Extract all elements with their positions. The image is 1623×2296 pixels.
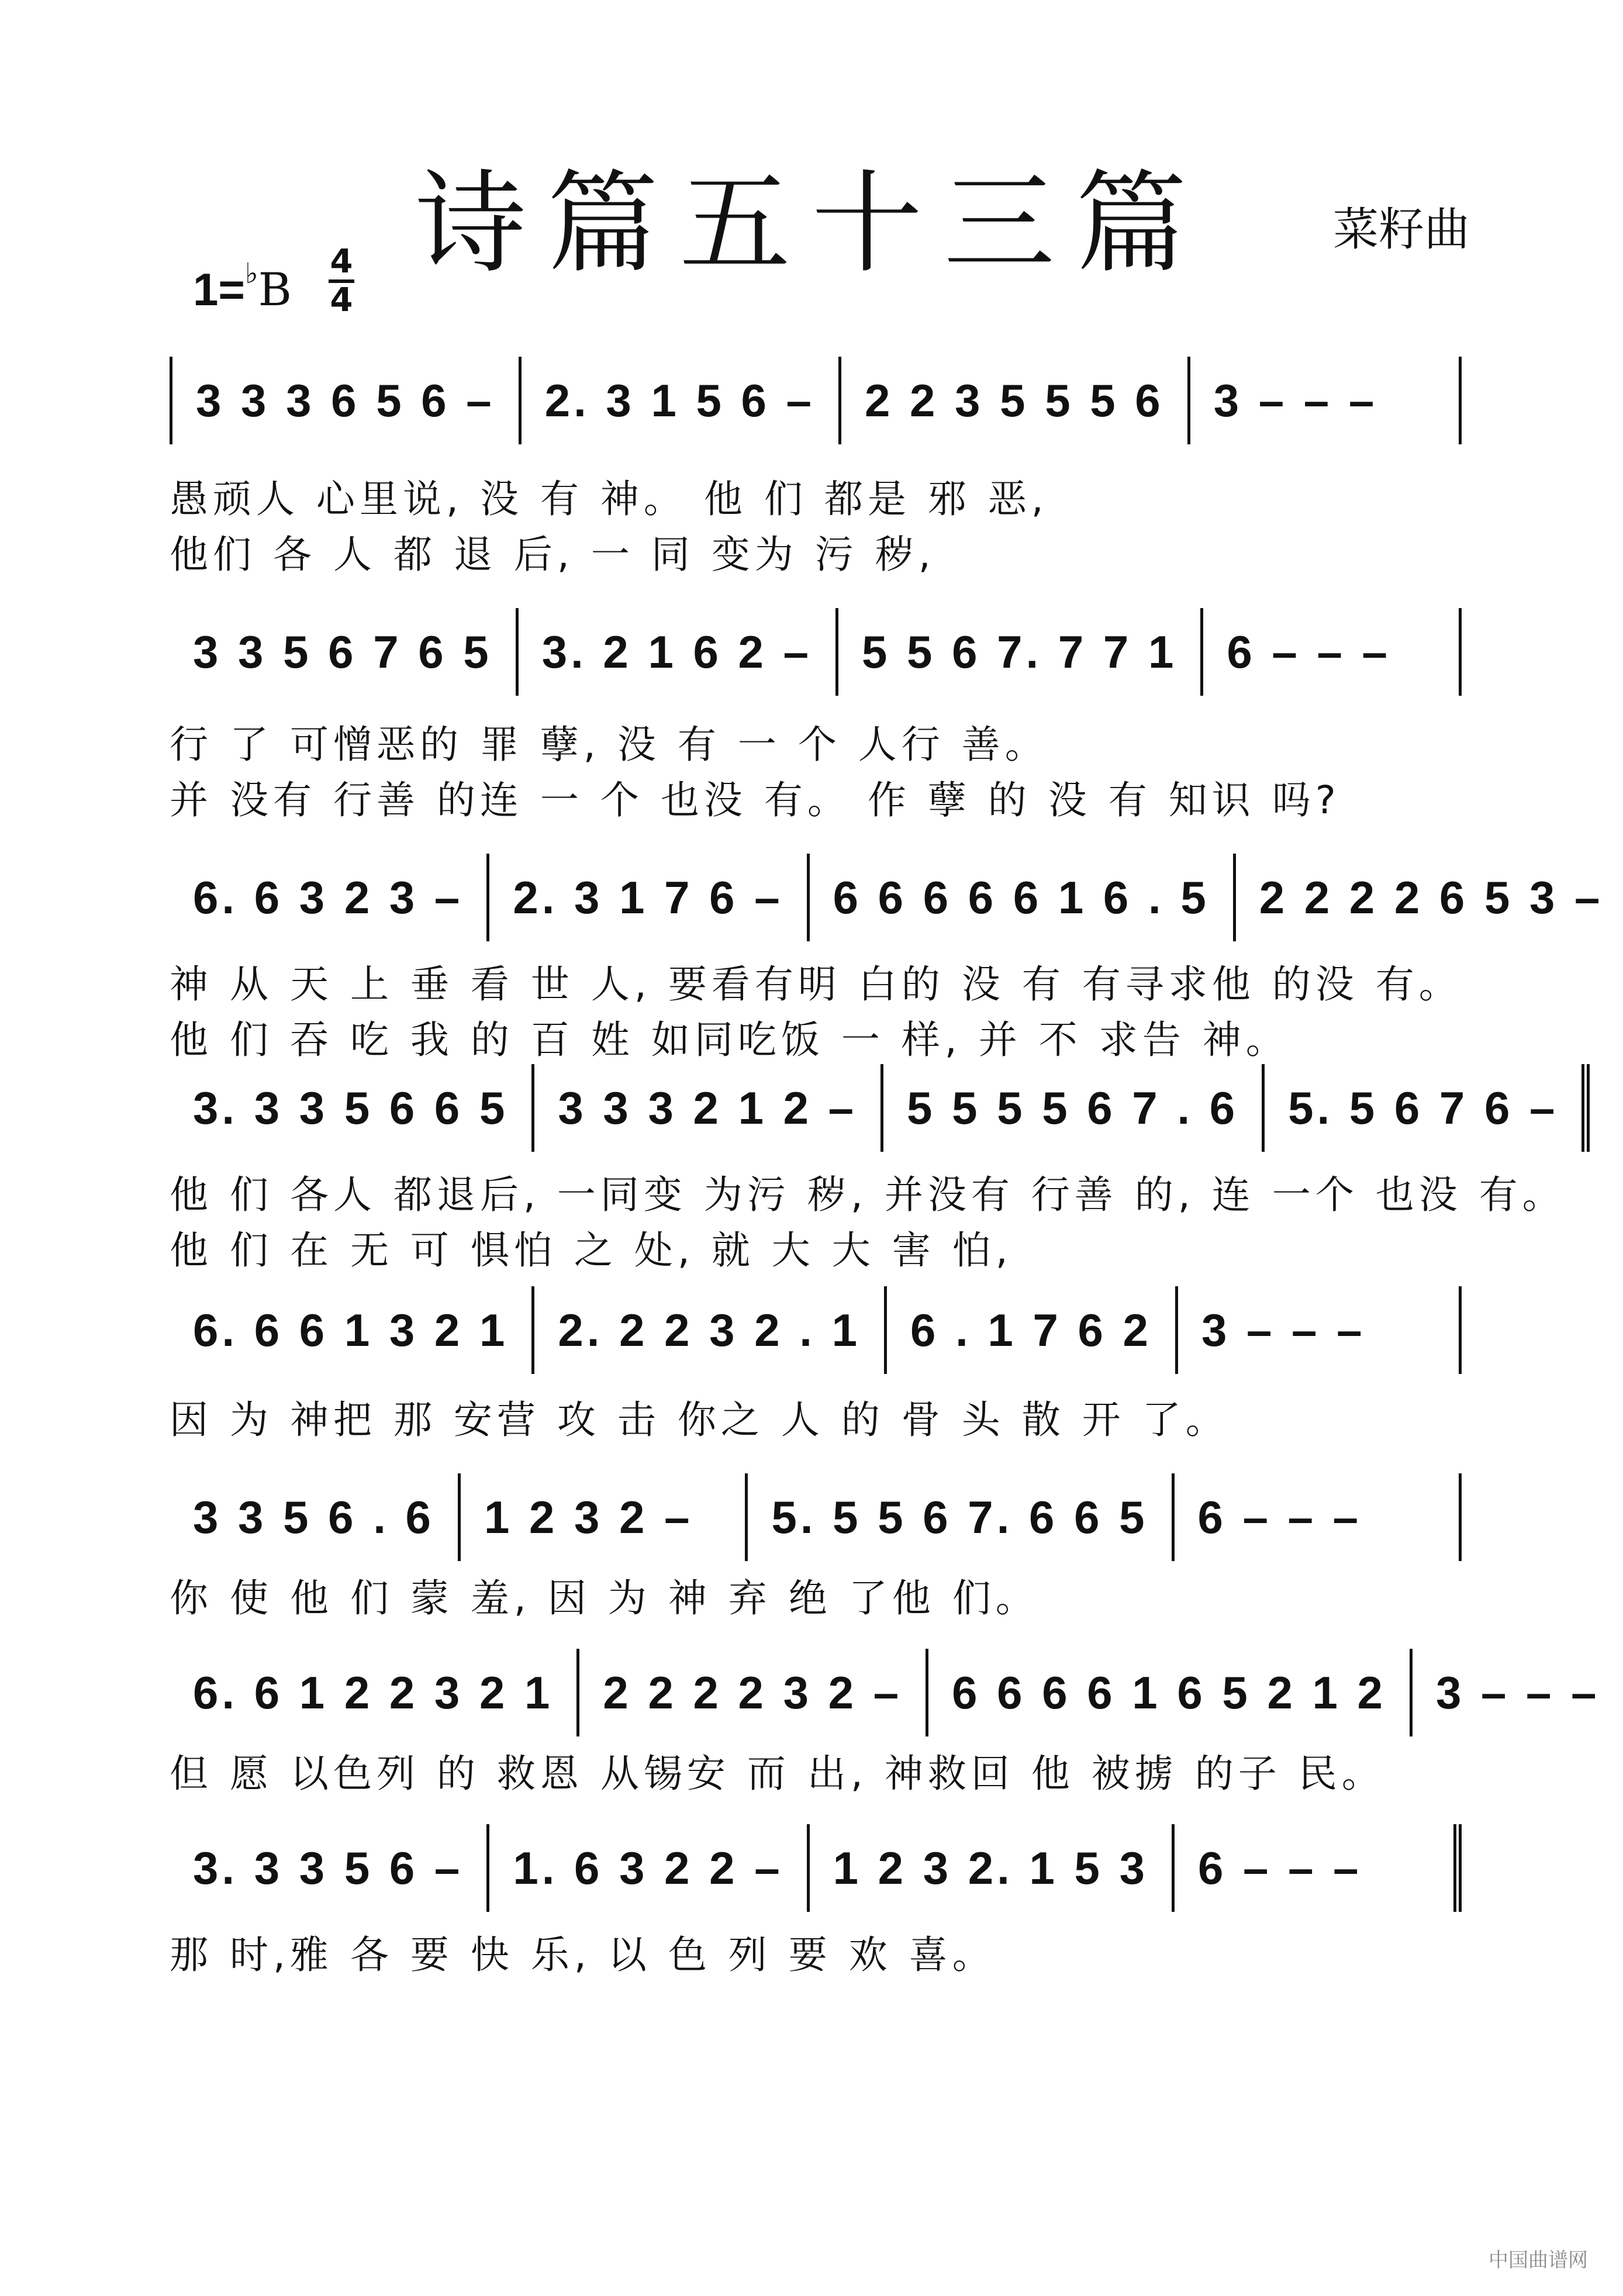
measure bbox=[883, 1064, 1265, 1152]
measure bbox=[170, 1473, 461, 1561]
lyric-line: 他 们 在 无 可 惧怕 之 处, 就 大 大 害 怕, bbox=[170, 1228, 1013, 1273]
measure-notes: 3 – – – bbox=[1435, 1666, 1600, 1718]
measure-notes: 6. 6 6 1 3 2 1 bbox=[193, 1304, 509, 1356]
lyric-line: 他 们 吞 吃 我 的 百 姓 如同吃饭 一 样, 并 不 求告 神。 bbox=[170, 1017, 1289, 1062]
measure-notes: 6 6 6 6 6 1 6 . 5 bbox=[833, 871, 1210, 923]
measure bbox=[170, 1286, 534, 1374]
measure-notes: 2 2 3 5 5 5 6 bbox=[865, 374, 1164, 426]
lyric-line: 那 时,雅 各 要 快 乐, 以 色 列 要 欢 喜。 bbox=[170, 1932, 996, 1977]
flat-sign: ♭ bbox=[244, 258, 258, 289]
measure-notes: 3 – – – bbox=[1201, 1304, 1366, 1356]
measure bbox=[1265, 1064, 1590, 1152]
measure-notes: 3 3 3 6 5 6 – bbox=[196, 374, 495, 426]
measure bbox=[170, 1824, 489, 1912]
measure-notes: 6 – – – bbox=[1227, 626, 1391, 678]
lyric-line: 他 们 各人 都退后, 一同变 为污 秽, 并没有 行善 的, 连 一个 也没 有。 bbox=[170, 1172, 1566, 1217]
measure-notes: 2 2 2 2 6 5 3 – bbox=[1259, 871, 1604, 923]
notation-row bbox=[170, 357, 1462, 444]
lyric-line: 神 从 天 上 垂 看 世 人, 要看有明 白的 没 有 有寻求他 的没 有。 bbox=[170, 962, 1462, 1007]
key-tone: B bbox=[258, 264, 292, 316]
measure-notes: 6 – – – bbox=[1197, 1842, 1362, 1894]
measure-notes: 6 . 1 7 6 2 bbox=[910, 1304, 1152, 1356]
composer-credit: 菜籽曲 bbox=[1333, 203, 1470, 256]
measure bbox=[170, 1649, 579, 1736]
lyric-line: 他们 各 人 都 退 后, 一 同 变为 污 秽, bbox=[170, 532, 935, 577]
notation-row bbox=[170, 1064, 1559, 1152]
measure bbox=[170, 854, 489, 941]
measure-notes: 3. 3 3 5 6 6 5 bbox=[193, 1082, 509, 1134]
lyric-line: 但 愿 以色列 的 救恩 从锡安 而 出, 神救回 他 被掳 的子 民。 bbox=[170, 1751, 1385, 1796]
measure-notes: 2. 2 2 3 2 . 1 bbox=[558, 1304, 861, 1356]
time-bottom: 4 bbox=[330, 281, 353, 319]
song-title: 诗篇五十三篇 bbox=[415, 159, 1208, 288]
measure bbox=[519, 608, 838, 696]
measure-notes: 3. 2 1 6 2 – bbox=[541, 626, 812, 678]
measure bbox=[887, 1286, 1178, 1374]
measure-notes: 6 – – – bbox=[1197, 1491, 1362, 1543]
measure-notes: 5 5 6 7. 7 7 1 bbox=[862, 626, 1177, 678]
measure bbox=[170, 1064, 534, 1152]
measure-notes: 6 6 6 6 1 6 5 2 1 2 bbox=[952, 1666, 1386, 1718]
notation-row bbox=[170, 608, 1462, 696]
measure-notes: 5. 5 6 7 6 – bbox=[1288, 1082, 1559, 1134]
measure bbox=[170, 608, 519, 696]
key-prefix: 1= bbox=[193, 264, 245, 315]
lyric-line: 行 了 可憎恶的 罪 孽, 没 有 一 个 人行 善。 bbox=[170, 722, 1048, 767]
measure bbox=[1190, 357, 1462, 444]
notation-row bbox=[170, 854, 1604, 941]
measure-notes: 2 2 2 2 3 2 – bbox=[603, 1666, 903, 1718]
measure bbox=[1175, 1824, 1462, 1912]
notation-row bbox=[170, 1286, 1462, 1374]
measure bbox=[534, 1286, 887, 1374]
measure bbox=[579, 1649, 928, 1736]
measure-notes: 3. 3 3 5 6 – bbox=[193, 1842, 464, 1894]
measure bbox=[1178, 1286, 1462, 1374]
measure-notes: 1. 6 3 2 2 – bbox=[513, 1842, 783, 1894]
measure bbox=[928, 1649, 1413, 1736]
lyric-line: 愚顽人 心里说, 没 有 神。 他 们 都是 邪 恶, bbox=[170, 477, 1048, 522]
notation-row bbox=[170, 1473, 1462, 1561]
measure bbox=[810, 854, 1236, 941]
measure bbox=[838, 608, 1203, 696]
measure bbox=[534, 1064, 883, 1152]
measure bbox=[489, 1824, 809, 1912]
measure bbox=[1236, 854, 1623, 941]
measure bbox=[810, 1824, 1175, 1912]
notation-row bbox=[170, 1824, 1462, 1912]
lyric-line: 你 使 他 们 蒙 羞, 因 为 神 弃 绝 了他 们。 bbox=[170, 1576, 1039, 1621]
measure-notes: 3 3 3 2 1 2 – bbox=[558, 1082, 858, 1134]
measure bbox=[748, 1473, 1174, 1561]
measure bbox=[170, 357, 522, 444]
measure bbox=[1203, 608, 1462, 696]
measure bbox=[461, 1473, 748, 1561]
measure-notes: 2. 3 1 7 6 – bbox=[513, 871, 783, 923]
measure-notes: 3 – – – bbox=[1213, 374, 1378, 426]
measure-notes: 6. 6 1 2 2 3 2 1 bbox=[193, 1666, 554, 1718]
measure bbox=[841, 357, 1190, 444]
measure bbox=[489, 854, 809, 941]
site-watermark: 中国曲谱网 bbox=[1489, 2249, 1588, 2272]
lyric-line: 因 为 神把 那 安营 攻 击 你之 人 的 骨 头 散 开 了。 bbox=[170, 1397, 1229, 1442]
measure-notes: 5. 5 5 6 7. 6 6 5 bbox=[771, 1491, 1148, 1543]
time-signature bbox=[329, 244, 354, 318]
lyric-line: 并 没有 行善 的连 一 个 也没 有。 作 孽 的 没 有 知识 吗? bbox=[170, 778, 1341, 823]
measure-notes: 2. 3 1 5 6 – bbox=[544, 374, 815, 426]
measure-notes: 3 3 5 6 7 6 5 bbox=[193, 626, 492, 678]
measure-notes: 1 2 3 2. 1 5 3 bbox=[833, 1842, 1148, 1894]
measure-notes: 1 2 3 2 – bbox=[484, 1491, 693, 1543]
measure-notes: 5 5 5 5 6 7 . 6 bbox=[907, 1082, 1239, 1134]
measure-notes: 3 3 5 6 . 6 bbox=[193, 1491, 434, 1543]
key-signature bbox=[193, 257, 292, 316]
measure bbox=[522, 357, 841, 444]
measure bbox=[1413, 1649, 1623, 1736]
notation-row bbox=[170, 1649, 1600, 1736]
measure-notes: 6. 6 3 2 3 – bbox=[193, 871, 464, 923]
time-top: 4 bbox=[330, 243, 353, 281]
measure bbox=[1175, 1473, 1462, 1561]
